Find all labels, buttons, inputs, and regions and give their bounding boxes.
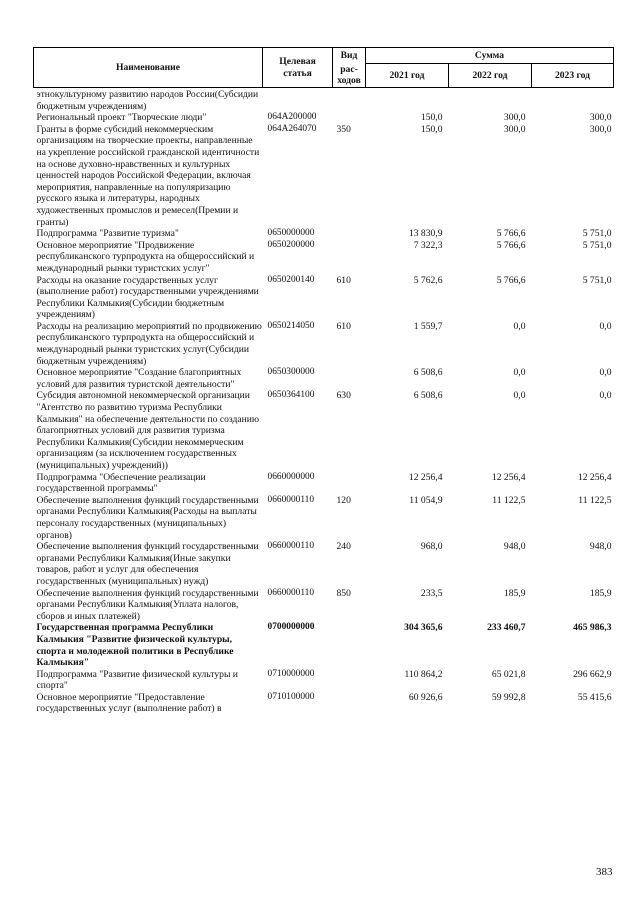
row-name-cell: Гранты в форме субсидий некоммерческим организациям на творческие проекты, направленные на укрепление российской гражданской идентичности на основе духовно-нравственных и культурных ценностей народов Российской Федерации, включая мероприятия, направленные на популяризацию русского языка и литературы, народных художественных промыслов и ремесел(Премии и гранты) [36,123,260,228]
row-amount-2021-cell: 7 322,3 [413,239,443,251]
row-expense-type-cell: 240 [336,541,351,553]
row-target-article-cell: 0710000000 [267,668,315,679]
row-amount-2021-cell: 233,5 [420,587,443,599]
row-name-cell: Расходы на реализацию мероприятий по продвижению республиканского турпродукта на общероссийский и международный рынки туристских услуг(Субсидии бюджетным учреждениям) [36,320,262,367]
row-name-cell: Подпрограмма "Развитие туризма" [36,228,179,240]
row-target-article-cell: 0710100000 [267,691,315,702]
row-amount-2023-cell: 5 751,0 [582,274,612,286]
row-target-article-cell: 0700000000 [267,622,315,633]
row-amount-2023-cell: 0,0 [599,367,612,379]
row-amount-2022-cell: 5 766,6 [496,228,526,240]
row-amount-2023-cell: 0,0 [599,390,612,402]
row-amount-2022-cell: 59 992,8 [491,691,526,703]
table-row [34,622,614,668]
table-row [34,112,614,124]
row-amount-2023-cell: 12 256,4 [577,471,612,483]
header-expense-type-bottom: рас-ходов [333,64,366,88]
row-amount-2021-cell: 6 508,6 [413,390,443,402]
row-amount-2023-cell: 296 662,9 [573,668,612,680]
row-amount-2021-cell: 110 864,2 [404,668,443,680]
row-expense-type-cell [333,228,366,240]
row-amount-2021-cell: 12 256,4 [408,471,443,483]
row-amount-2021-cell: 968,0 [420,541,443,553]
row-name-cell: Подпрограмма "Обеспечение реализации государственной программы" [36,471,206,495]
table-row [34,240,614,275]
row-amount-2021-cell: 150,0 [420,112,443,124]
row-amount-2021-cell: 304 365,6 [404,622,443,634]
row-amount-2023-cell: 948,0 [589,541,612,553]
header-target-article: Целевая статья [263,48,333,88]
header-year-2023: 2023 год [532,64,614,88]
row-amount-2023-cell: 5 751,0 [582,228,612,240]
row-target-article-cell: 0660000000 [267,471,315,482]
row-name-cell: этнокультурному развитию народов России(Субсидии бюджетным учреждениям) [36,89,259,112]
row-name-cell: Обеспечение выполнения функций государственными органами Республики Калмыкия(Иные закупки товаров, работ и услуг для обеспечения государственных (муниципальных) нужд) [36,541,259,587]
row-amount-2023-cell: 185,9 [589,587,612,599]
row-expense-type-cell [333,112,366,124]
row-name-cell: Обеспечение выполнения функций государственными органами Республики Калмыкия(Уплата налогов, сборов и иных платежей) [36,587,259,622]
row-expense-type-cell: 350 [336,123,351,135]
table-row [34,275,614,321]
row-name-cell: Расходы на оказание государственных услуг (выполнение работ) государственными учреждениями Республики Калмыкия(Субсидии бюджетным учреждениям) [36,274,259,321]
table-row [34,472,614,495]
row-target-article-cell: 0650300000 [267,367,315,378]
row-amount-2022-cell: 0,0 [513,367,526,379]
row-name-cell: Подпрограмма "Развитие физической культуры и спорта" [36,668,238,692]
table-body [34,88,614,716]
row-amount-2023-cell [532,88,614,113]
table-row [34,367,614,390]
row-amount-2023-cell: 0,0 [599,320,612,332]
table-row [34,495,614,541]
row-target-article-cell: 0660000110 [267,494,315,505]
row-amount-2021-cell: 13 830,9 [408,228,443,240]
row-amount-2021-cell: 5 762,6 [413,274,443,286]
row-target-article-cell: 0650200000 [267,239,315,250]
header-name: Наименование [34,48,263,88]
row-amount-2022-cell: 0,0 [513,320,526,332]
row-amount-2023-cell: 55 415,6 [577,691,612,703]
row-amount-2022-cell: 11 122,5 [492,494,526,506]
header-expense-type-top: Вид [333,48,366,64]
row-amount-2021-cell: 11 054,9 [409,494,443,506]
header-year-2022: 2022 год [449,64,532,88]
row-target-article-cell: 0660000110 [267,587,315,598]
row-name-cell: Основное мероприятие "Создание благоприятных условий для развития туристской деятельности" [36,367,242,390]
row-amount-2022-cell: 65 021,8 [491,668,526,680]
row-amount-2022-cell: 12 256,4 [491,471,526,483]
row-amount-2022-cell: 948,0 [503,541,526,553]
table-row [34,541,614,587]
row-target-article-cell: 0650364100 [267,390,315,401]
row-expense-type-cell: 610 [336,320,351,332]
header-year-2021: 2021 год [366,64,449,88]
row-name-cell: Основное мероприятие "Предоставление государственных услуг (выполнение работ) в [36,691,222,715]
row-expense-type-cell: 120 [336,494,351,506]
row-target-article-cell: 0650214050 [267,320,315,331]
table-row [34,692,614,715]
row-amount-2022-cell: 5 766,6 [496,239,526,251]
row-target-article-cell [263,88,333,113]
table-row [34,321,614,367]
row-amount-2023-cell: 465 986,3 [573,622,612,634]
row-amount-2023-cell: 300,0 [589,112,612,124]
table-row [34,669,614,692]
row-target-article-cell: 0650200140 [267,274,315,285]
row-amount-2022-cell [449,88,532,113]
row-amount-2021-cell: 60 926,6 [408,691,443,703]
row-expense-type-cell [333,240,366,275]
row-amount-2021-cell: 6 508,6 [413,367,443,379]
row-target-article-cell: 064A264070 [267,123,317,134]
row-amount-2021-cell [366,88,449,113]
header-sum: Сумма [366,48,614,64]
row-amount-2023-cell: 5 751,0 [582,239,612,251]
row-target-article-cell: 0660000110 [267,541,315,552]
row-amount-2021-cell: 1 559,7 [413,320,443,332]
row-expense-type-cell: 630 [336,390,351,402]
row-amount-2023-cell: 300,0 [589,123,612,135]
row-name-cell: Государственная программа Республики Калмыкия "Развитие физической культуры, спорта и молодежной политики в Республике Калмыкия" [36,622,234,669]
row-expense-type-cell [333,472,366,495]
table-row [34,88,614,113]
row-amount-2022-cell: 185,9 [503,587,526,599]
row-name-cell: Обеспечение выполнения функций государственными органами Республики Калмыкия(Расходы на выплаты персоналу государственных (муниципальных) органов) [36,494,259,541]
row-target-article-cell: 0650000000 [267,228,315,239]
row-amount-2022-cell: 233 460,7 [487,622,526,634]
row-name-cell: Основное мероприятие "Продвижение республиканского турпродукта на общероссийский и международный рынки туристских услуг" [36,239,255,274]
row-amount-2022-cell: 300,0 [503,112,526,124]
row-amount-2022-cell: 300,0 [503,123,526,135]
budget-table [33,47,614,715]
table-header [34,48,614,88]
row-amount-2022-cell: 5 766,6 [496,274,526,286]
row-expense-type-cell [333,88,366,113]
row-expense-type-cell [333,692,366,715]
table-row [34,228,614,240]
row-expense-type-cell [333,669,366,692]
row-expense-type-cell: 850 [336,587,351,599]
row-name-cell: Субсидия автономной некоммерческой организации "Агентство по развитию туризма Республики Калмыкия" на обеспечение деятельности по созданию благоприятных условий для развития туризма Республики Калмыкия(Субсидии некоммерческим организациям (за исключением государственных (муниципальных) учреждений)) [36,390,260,471]
table-row [34,390,614,471]
page-number: 383 [596,866,613,878]
row-expense-type-cell [333,367,366,390]
row-amount-2021-cell: 150,0 [420,123,443,135]
row-expense-type-cell [333,622,366,668]
row-amount-2022-cell: 0,0 [513,390,526,402]
row-expense-type-cell: 610 [336,274,351,286]
table-row [34,588,614,623]
table-row [34,124,614,228]
row-target-article-cell: 064A200000 [267,112,317,123]
row-amount-2023-cell: 11 122,5 [578,494,612,506]
row-name-cell: Региональный проект "Творческие люди" [36,112,207,124]
